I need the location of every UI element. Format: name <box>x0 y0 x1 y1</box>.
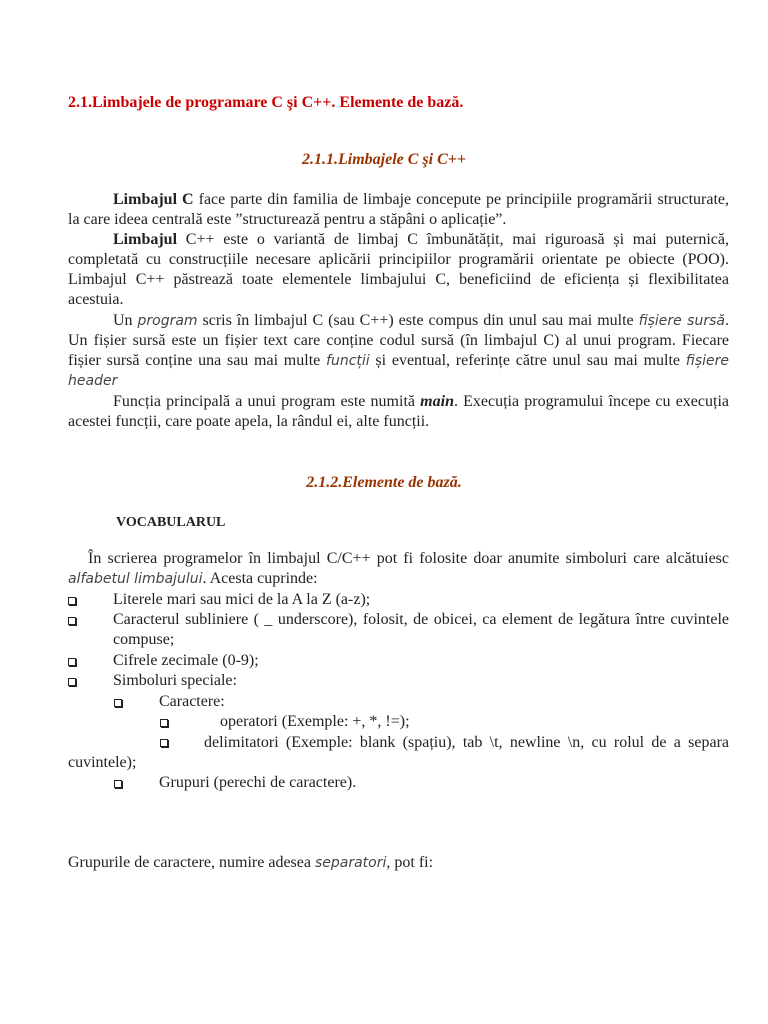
square-bullet-icon <box>160 739 168 747</box>
list-item: Caractere: <box>114 692 729 713</box>
section-title: 2.1.Limbajele de programare C şi C++. Elemente de bază. <box>68 94 464 111</box>
paragraph-separators: Grupurile de caractere, numire adesea separatori, pot fi: <box>68 854 434 871</box>
subsection-title-1: 2.1.1.Limbajele C şi C++ <box>301 151 466 168</box>
list-item: Caracterul subliniere ( _ underscore), folosit, de obicei, ca element de legătura între cuvintele compuse; <box>68 610 729 650</box>
term-main: main <box>420 393 454 410</box>
list-item: delimitatori (Exemple: blank (spațiu), tab \t, newline \n, cu rolul de a separa cuvintele); <box>68 734 729 771</box>
square-bullet-icon <box>160 719 168 727</box>
list-item: Literele mari sau mici de la A la Z (a-z); <box>68 590 729 611</box>
square-bullet-icon <box>68 597 76 605</box>
term-program: program <box>137 313 198 329</box>
list-item: operatori (Exemple: +, *, !=); <box>160 712 729 733</box>
term-fisiere-sursa: fișiere sursă <box>638 313 725 329</box>
square-bullet-icon <box>68 617 76 625</box>
square-bullet-icon <box>114 780 122 788</box>
paragraph-limbajul-c: Limbajul C face parte din familia de limbaje concepute pe principiile programării structurate, la care ideea centrală este ”structurează pentru a stăpâni o aplicație”. <box>68 191 729 228</box>
term-functii: funcții <box>326 353 370 369</box>
term-alfabetul-limbajului: alfabetul limbajului <box>68 571 203 587</box>
paragraph-program: Un program scris în limbajul C (sau C++) este compus din unul sau mai multe fișiere sursă. Un fișier sursă este un fișier text care conține codul sursă (în limbajul C) al unui program. Fiecare fișier sursă conține una sau mai multe funcții și eventual, referințe către unul sau mai multe fișiere header <box>68 312 730 389</box>
paragraph-alphabet: În scrierea programelor în limbajul C/C++ pot fi folosite doar anumite simboluri care alcătuiesc alfabetul limbajului. Acesta cuprinde: <box>68 550 729 587</box>
list-item: Cifrele zecimale (0-9); <box>68 651 729 672</box>
square-bullet-icon <box>68 658 76 666</box>
paragraph-main: Funcția principală a unui program este numită main. Execuția programului începe cu execuția acestei funcții, care poate apela, la rândul ei, alte funcții. <box>68 393 729 430</box>
term-limbajul-c: Limbajul C <box>113 191 194 208</box>
list-item: Simboluri speciale: <box>68 671 729 692</box>
paragraph-limbajul-cpp: Limbajul C++ este o variantă de limbaj C îmbunătățit, mai riguroasă și mai puternică, completată cu construcțiile necesare aplicării principiilor programării orientate pe obiecte (POO). Limbajul C++ păstrează toate elementele limbajului C, beneficiind de eficiența și flexibilitatea acestuia. <box>68 231 730 308</box>
term-separatori: separatori <box>314 855 387 871</box>
vocabulary-heading: VOCABULARUL <box>116 515 226 530</box>
term-limbajul: Limbajul <box>113 231 186 248</box>
list-item: Grupuri (perechi de caractere). <box>114 773 729 794</box>
square-bullet-icon <box>68 678 76 686</box>
subsection-title-2: 2.1.2.Elemente de bază. <box>306 474 462 491</box>
square-bullet-icon <box>114 699 122 707</box>
term-fisiere-header: fișiere header <box>68 353 730 389</box>
